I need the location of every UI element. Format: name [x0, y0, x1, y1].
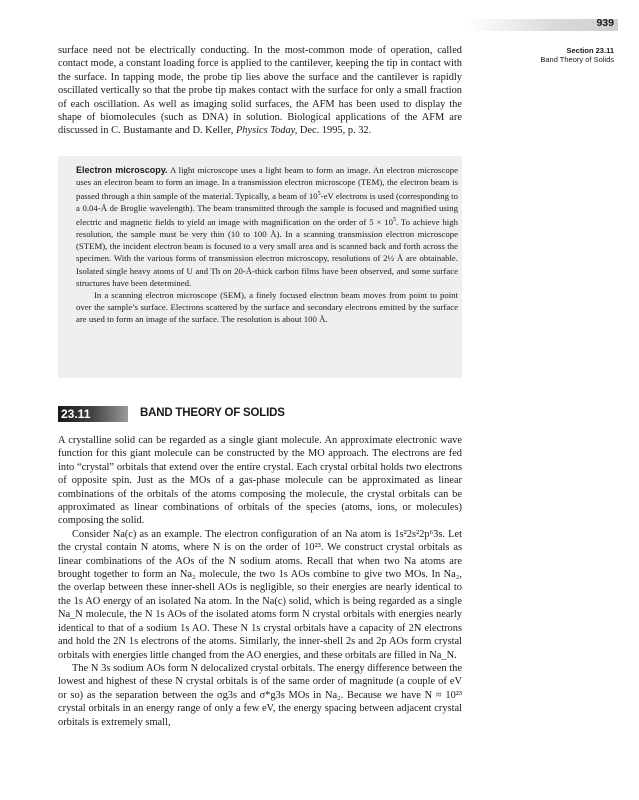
page-number-bar — [467, 19, 618, 31]
section-number-badge — [58, 406, 128, 422]
band-paragraph-1: A crystalline solid can be regarded as a single giant molecule. An approximate electronic wave function for this giant molecule can be constructed by the MO approach. The electrons are fed into “crystal” orbitals that extend over the entire crystal. Each crystal orbital holds two electrons of opposite spin. Just as the MOs of a gas-phase molecule can be approximated as linear combinations of the orbitals of the atoms composing the molecule, the crystal orbitals can be approximated as linear combinations of orbitals of the species (atoms, ions, or molecules) composing the solid. — [58, 435, 462, 527]
running-head-topic: Band Theory of Solids — [540, 55, 614, 64]
section-title: BAND THEORY OF SOLIDS — [140, 407, 285, 419]
section-number: 23.11 — [61, 407, 91, 421]
box-heading: Electron microscopy. — [76, 165, 168, 175]
running-head — [540, 46, 614, 64]
running-head-section: Section 23.11 — [566, 46, 614, 55]
electron-microscopy-box — [58, 156, 462, 378]
afm-text-end: Dec. 1995, p. 32. — [297, 125, 372, 137]
afm-text: surface need not be electrically conducting. In the most-common mode of operation, called contact mode, a constant loading force is applied to the cantilever, keeping the tip in contact with the surface. In tapping mode, the probe tip lies above the surface and the cantilever is rapidly oscillated vertically so that the probe tip makes contact with the surface for only a small fraction of each oscillation. As well as imaging solid surfaces, the AFM has been used to display the shape of biomolecules (such as DNA) in solution. Biological applications of the AFM are discussed in C. Bustamante and D. Keller, — [58, 45, 462, 137]
box-paragraph-1: Electron microscopy. A light microscope uses a light beam to form an image. An electron microscope uses an electron beam to form an image. In a transmission electron microscope (TEM), the electron beam is passed through a thin sample of the material. Typically, a beam of $10^5-eV$ electrons is used (corresponding to a 0.04-Å de Broglie wavelength). The beam transmitted through the sample is focused and magnified using electric and magnetic fields to yield an image with magnification on the order of $5 \times 10^5$. To achieve high resolution, the sample must be very thin (10 to 100 Å). In a scanning transmission electron microscope (STEM), the incident electron beam is focused to a very small area and is scanned back and forth across the specimen. With the various forms of transmission electron microscopy, resolutions of 2½ Å are obtainable. Isolated single heavy atoms of U and Th on 20-Å-thick carbon films have been observed, and some surface structures have been determined. — [76, 165, 458, 288]
band-paragraph-3: The N 3s sodium AOs form N delocalized crystal orbitals. The energy difference between the lowest and highest of these N crystal orbitals is of the same order of magnitude (a couple of eV or so) as the separation between the σg3s and σ*g3s MOs in Na₂. Because we have N ≈ 10²³ crystal orbitals in an energy range of only a few eV, the energy spacing between adjacent crystal orbitals is extremely small, — [58, 662, 462, 728]
journal-name: Physics Today, — [235, 125, 298, 137]
band-theory-text — [58, 434, 462, 729]
afm-paragraph — [58, 44, 462, 138]
box-paragraph-2: In a scanning electron microscope (SEM), a finely focused electron beam moves from point to point over the sample’s surface. Electrons scattered by the surface and secondary electrons emitted by the surface are used to form an image of the surface. The resolution is about 100 Å. — [76, 289, 458, 324]
section-heading — [58, 406, 462, 422]
page-number: 939 — [596, 17, 614, 29]
band-paragraph-2: Consider Na(c) as an example. The electron configuration of an Na atom is 1s²2s²2p⁶3s. Let the crystal contain N atoms, where N is on the order of 10²³. We construct crystal orbitals as linear combinations of the AOs of the N sodium atoms. Recall that when two Na atoms are brought together to form an Na₂ molecule, the two 1s AOs combine to give two MOs. In Na₂, the overlap between these inner-shell AOs is negligible, so their energies are nearly identical to the 1s AO energy of an isolated Na atom. In the Na(c) solid, which is being regarded as a single Na_N molecule, the N 1s AOs of the isolated atoms form N crystal orbitals with energies nearly identical to that of a sodium 1s AO. These N 1s crystal orbitals have a capacity of 2N electrons and hold the 2N 1s electrons of the atoms. Similarly, the inner-shell 2s and 2p AOs form crystal orbitals with energies little changed from the AO energies, and these orbitals are filled in Na_N. — [58, 528, 462, 661]
